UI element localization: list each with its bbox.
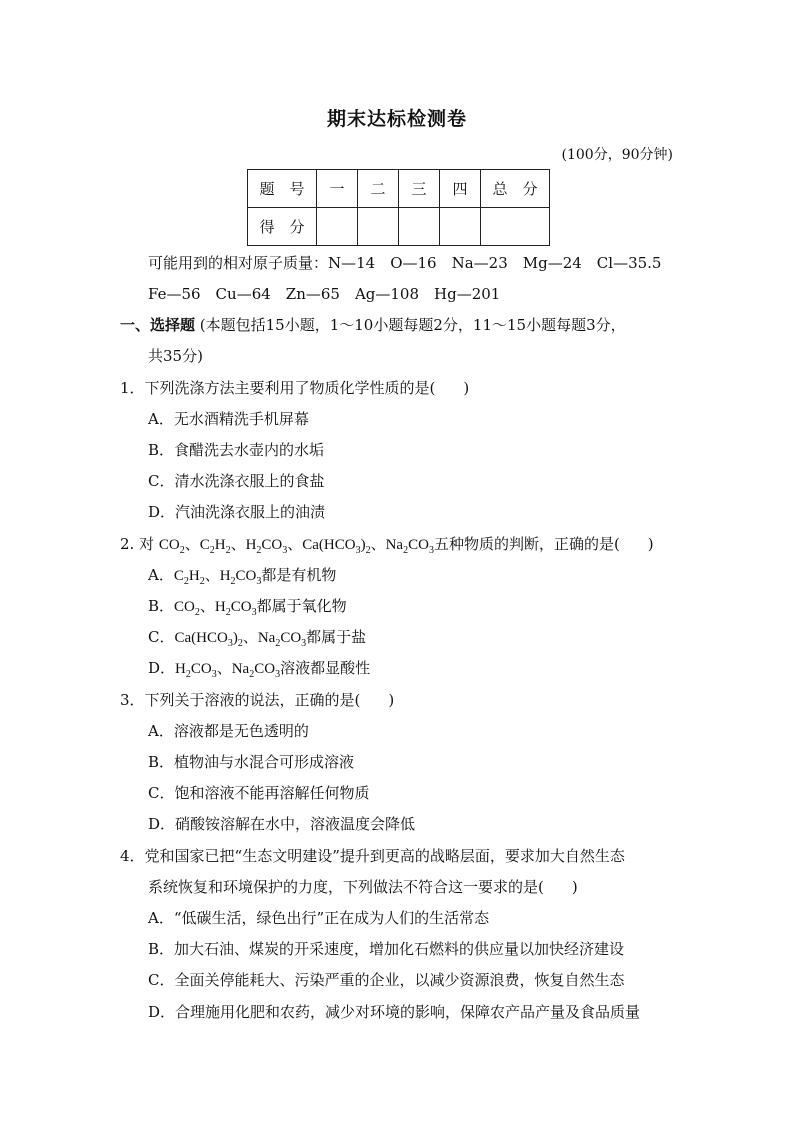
question-2-formulas: $CO_2$、$C_2H_2$、$H_2CO_3$、$Ca(HCO_3)_2$、$Na_2CO_3$ xyxy=(158,537,434,556)
section-1-heading-line xyxy=(120,315,626,335)
question-1-text: 1．下列洗涤方法主要利用了物质化学性质的是( xyxy=(120,379,436,397)
question-2-option-b-text: 都属于氧化物 xyxy=(256,597,347,615)
question-3-text: 3．下列关于溶液的说法，正确的是( xyxy=(120,691,361,709)
score-and-time: (100分，90分钟) xyxy=(561,147,673,163)
question-3-option-b: B．植物油与水混合可形成溶液 xyxy=(148,753,355,771)
section-1-description: (本题包括15小题，1～10小题每题2分，11～15小题每题3分， xyxy=(195,316,626,334)
question-4-stem-line-2 xyxy=(148,877,578,897)
score-table-score-row xyxy=(248,208,550,246)
question-4-option-d: D．合理施用化肥和农药，减少对环境的影响，保障农产品产量及食品质量 xyxy=(148,1003,641,1021)
question-1-stem xyxy=(120,378,469,398)
question-2-option-b: B．$CO_2$、$H_2CO_3$都属于氧化物 xyxy=(148,597,347,618)
question-1-option-a: A．无水酒精洗手机屏幕 xyxy=(148,410,309,428)
question-3-option-a: A．溶液都是无色透明的 xyxy=(148,722,309,740)
question-2-option-d: D．$H_2CO_3$、$Na_2CO_3$溶液都显酸性 xyxy=(148,659,371,680)
score-table-header-row xyxy=(248,170,550,208)
question-4-stem-line-1: 4．党和国家已把“生态文明建设”提升到更高的战略层面，要求加大自然生态 xyxy=(120,847,625,865)
question-1-option-c: C．清水洗涤衣服上的食盐 xyxy=(148,472,325,490)
question-2-close-paren: ) xyxy=(647,535,654,553)
question-4-text: 系统恢复和环境保护的力度，下列做法不符合这一要求的是( xyxy=(148,878,544,896)
question-3-option-d: D．硝酸铵溶解在水中，溶液温度会降低 xyxy=(148,815,416,833)
score-table xyxy=(247,169,550,246)
question-4-option-a: A．“低碳生活，绿色出行”正在成为人们的生活常态 xyxy=(148,909,490,927)
score-cell-3[interactable] xyxy=(399,208,440,246)
question-4-option-b: B．加大石油、煤炭的开采速度，增加化石燃料的供应量以加快经济建设 xyxy=(148,940,625,958)
question-4-close-paren: ) xyxy=(571,878,578,896)
question-2-option-a: A．$C_2H_2$、$H_2CO_3$都是有机物 xyxy=(148,566,337,587)
question-2-stem xyxy=(120,534,654,557)
header-part-2: 二 xyxy=(358,170,399,208)
question-2-text: 五种物质的判断，正确的是( xyxy=(433,535,620,553)
question-1-close-paren: ) xyxy=(463,379,470,397)
header-part-1: 一 xyxy=(317,170,358,208)
section-1-description-2: 共35分) xyxy=(148,347,203,365)
header-question-number: 题 号 xyxy=(248,170,317,208)
score-cell-total[interactable] xyxy=(481,208,550,246)
question-2-option-c-text: 都属于盐 xyxy=(306,628,367,646)
question-4-option-c: C．全面关停能耗大、污染严重的企业，以减少资源浪费，恢复自然生态 xyxy=(148,971,625,989)
header-part-4: 四 xyxy=(440,170,481,208)
score-cell-4[interactable] xyxy=(440,208,481,246)
question-2-option-c: C．$Ca(HCO_3)_2$、$Na_2CO_3$都属于盐 xyxy=(148,628,367,649)
score-cell-2[interactable] xyxy=(358,208,399,246)
question-3-option-c: C．饱和溶液不能再溶解任何物质 xyxy=(148,784,370,802)
question-3-close-paren: ) xyxy=(388,691,395,709)
question-1-option-d: D．汽油洗涤衣服上的油渍 xyxy=(148,503,326,521)
question-1-option-b: B．食醋洗去水壶内的水垢 xyxy=(148,441,325,459)
page-title: 期末达标检测卷 xyxy=(326,108,467,130)
atomic-masses-line-1: 可能用到的相对原子质量：N—14 O—16 Na—23 Mg—24 Cl—35.5 xyxy=(148,254,662,272)
section-1-heading: 一、选择题 xyxy=(120,316,196,334)
header-part-3: 三 xyxy=(399,170,440,208)
score-row-label: 得 分 xyxy=(248,208,317,246)
question-3-stem xyxy=(120,690,394,710)
header-total: 总 分 xyxy=(481,170,550,208)
question-2-option-d-text: 溶液都显酸性 xyxy=(280,659,371,677)
score-cell-1[interactable] xyxy=(317,208,358,246)
atomic-masses-line-2: Fe—56 Cu—64 Zn—65 Ag—108 Hg—201 xyxy=(148,285,501,303)
question-2-number: 2. 对 xyxy=(120,535,155,553)
question-2-option-a-text: 都是有机物 xyxy=(261,566,337,584)
